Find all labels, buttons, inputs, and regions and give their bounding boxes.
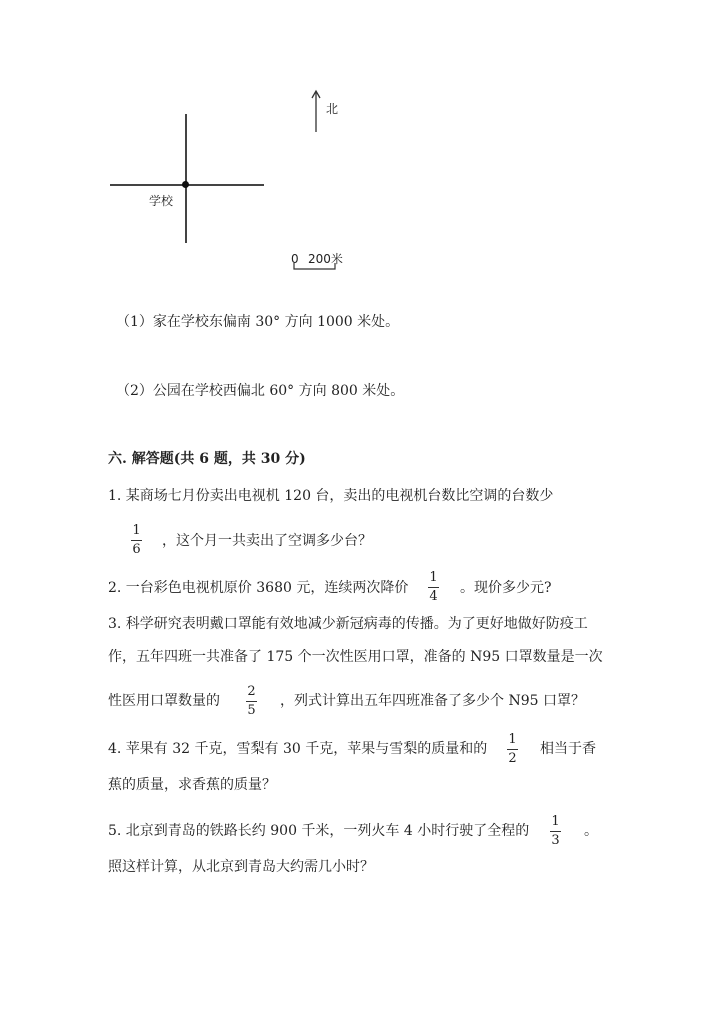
q4-fraction [507, 733, 518, 766]
q4-frac-denominator: 2 [508, 751, 517, 766]
q5-line1b: 。 [584, 823, 598, 839]
q2-frac-denominator: 4 [429, 589, 438, 604]
q5-frac-numerator: 1 [551, 814, 560, 829]
fill-item-2: （2）公园在学校西偏北 60° 方向 800 米处。 [116, 383, 405, 399]
q2-part2: 。现价多少元? [460, 580, 552, 596]
scale-bar [293, 262, 337, 270]
q4-line2: 蕉的质量，求香蕉的质量？ [108, 777, 276, 793]
q5-frac-denominator: 3 [551, 833, 560, 848]
q3-line3b: ，列式计算出五年四班准备了多少个 N95 口罩？ [280, 693, 585, 709]
scale-zero-label: 0 [291, 252, 299, 266]
q4-frac-numerator: 1 [508, 732, 517, 747]
q4-line1b: 相当于香 [540, 741, 596, 757]
q5-line1a: 5. 北京到青岛的铁路长约 900 千米，一列火车 4 小时行驶了全程的 [108, 823, 530, 839]
q3-fraction [246, 685, 257, 718]
fill-item-1: （1）家在学校东偏南 30° 方向 1000 米处。 [116, 314, 400, 330]
north-arrow-icon [309, 88, 323, 134]
section-title: 六. 解答题(共 6 题，共 30 分) [108, 451, 306, 467]
q2-fraction [428, 571, 439, 604]
q1-line2: ，这个月一共卖出了空调多少台？ [162, 533, 372, 549]
q3-line3a: 性医用口罩数量的 [108, 693, 220, 709]
q1-line1: 1. 某商场七月份卖出电视机 120 台，卖出的电视机台数比空调的台数少 [108, 488, 554, 504]
q3-frac-denominator: 5 [247, 703, 256, 718]
school-point [182, 181, 189, 188]
q3-frac-numerator: 2 [247, 684, 256, 699]
q2-frac-numerator: 1 [429, 570, 438, 585]
scale-distance-label: 200米 [308, 252, 343, 266]
q1-frac-denominator: 6 [132, 542, 141, 557]
school-label: 学校 [149, 194, 174, 208]
q5-line2: 照这样计算，从北京到青岛大约需几小时？ [108, 859, 374, 875]
q3-line1: 3. 科学研究表明戴口罩能有效地减少新冠病毒的传播。为了更好地做好防疫工 [108, 616, 588, 632]
q1-frac-numerator: 1 [132, 523, 141, 538]
north-south-axis [185, 114, 187, 243]
q4-line1a: 4. 苹果有 32 千克，雪梨有 30 千克，苹果与雪梨的质量和的 [108, 741, 488, 757]
q2-part1: 2. 一台彩色电视机原价 3680 元，连续两次降价 [108, 580, 409, 596]
q5-fraction [550, 815, 561, 848]
q1-fraction [131, 524, 142, 557]
north-label: 北 [326, 102, 339, 116]
q3-line2: 作，五年四班一共准备了 175 个一次性医用口罩，准备的 N95 口罩数量是一次 [108, 649, 603, 665]
